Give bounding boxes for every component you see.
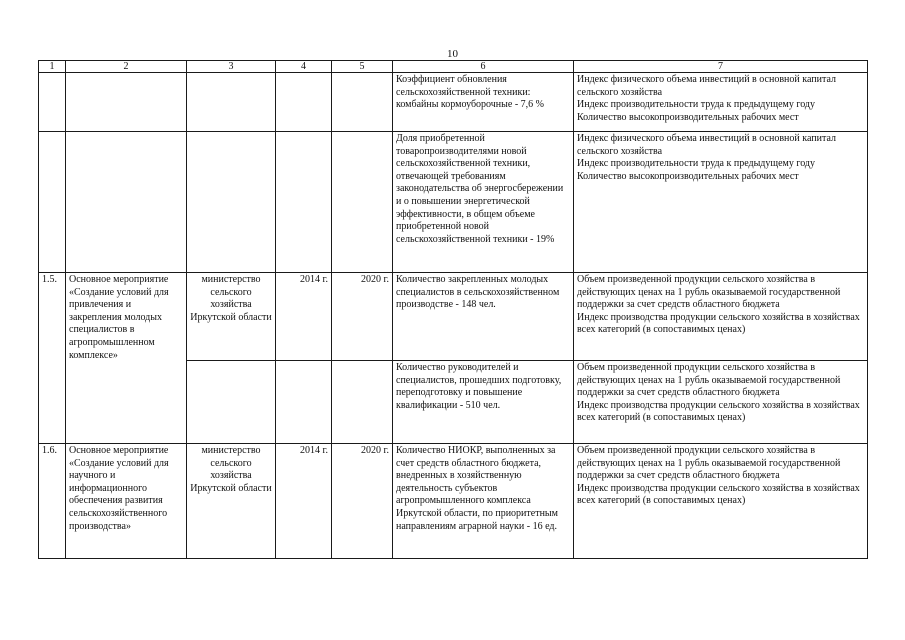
header-cell: 1 — [39, 61, 66, 73]
executor-cell — [187, 73, 276, 132]
indicator-cell: Количество НИОКР, выполненных за счет средств областного бюджета, внедренных в хозяйственную деятельность субъектов агропромышленного комплекса Иркутской области, по приоритетным направлениям аграрной науки - 16 ед. — [393, 444, 574, 559]
measure-name-cell: Основное мероприятие «Создание условий для научного и информационного обеспечения развития сельскохозяйственного производства» — [66, 444, 187, 559]
target-item: Индекс производства продукции сельского хозяйства в хозяйствах всех категорий (в сопоставимых ценах) — [577, 311, 860, 336]
indicator-cell: Доля приобретенной товаропроизводителями новой сельскохозяйственной техники, отвечающей требованиям законодательства об энергосбережении и о повышении энергетической эффективности, в общем объеме приобретенной новой сельскохозяйственной техники - 19% — [393, 132, 574, 273]
target-item: Индекс физического объема инвестиций в основной капитал сельского хозяйства — [577, 74, 836, 98]
row-number-cell — [39, 132, 66, 273]
target-item: Индекс производства продукции сельского хозяйства в хозяйствах всех категорий (в сопоставимых ценах) — [577, 482, 860, 507]
end-date-cell — [332, 73, 393, 132]
row-number-cell: 1.6. — [39, 444, 66, 559]
target-item: Количество высокопроизводительных рабочих мест — [577, 170, 799, 182]
target-item: Индекс производства продукции сельского хозяйства в хозяйствах всех категорий (в сопоставимых ценах) — [577, 399, 860, 424]
indicator-cell: Коэффициент обновления сельскохозяйственной техники: комбайны кормоуборочные - 7,6 % — [393, 73, 574, 132]
header-cell: 3 — [187, 61, 276, 73]
targets-cell — [574, 273, 868, 361]
start-date-cell: 2014 г. — [276, 273, 332, 361]
measure-name-cell — [66, 73, 187, 132]
targets-cell — [574, 73, 868, 132]
measure-name-cell: Основное мероприятие «Создание условий для привлечения и закрепления молодых специалистов в агропромышленном комплексе» — [66, 273, 187, 444]
table-row — [39, 273, 868, 361]
measures-table — [38, 60, 868, 559]
header-cell: 5 — [332, 61, 393, 73]
target-item: Количество высокопроизводительных рабочих мест — [577, 111, 799, 123]
end-date-cell: 2020 г. — [332, 273, 393, 361]
start-date-cell — [276, 132, 332, 273]
header-cell: 4 — [276, 61, 332, 73]
indicator-cell: Количество руководителей и специалистов, прошедших подготовку, переподготовку и повышение квалификации - 510 чел. — [393, 361, 574, 444]
target-item: Индекс производительности труда к предыдущему году — [577, 99, 816, 111]
executor-cell: министерство сельского хозяйства Иркутской области — [187, 444, 276, 559]
targets-cell — [574, 444, 868, 559]
target-item: Индекс производительности труда к предыдущему году — [577, 158, 816, 170]
executor-cell — [187, 132, 276, 273]
target-item: Объем произведенной продукции сельского хозяйства в действующих ценах на 1 рубль оказываемой государственной поддержки за счет средств областного бюджета — [577, 445, 841, 482]
start-date-cell — [276, 361, 332, 444]
executor-cell — [187, 361, 276, 444]
start-date-cell — [276, 73, 332, 132]
start-date-cell: 2014 г. — [276, 444, 332, 559]
table-row — [39, 444, 868, 559]
header-cell: 6 — [393, 61, 574, 73]
header-cell: 2 — [66, 61, 187, 73]
table-row — [39, 132, 868, 273]
end-date-cell — [332, 361, 393, 444]
end-date-cell: 2020 г. — [332, 444, 393, 559]
executor-cell: министерство сельского хозяйства Иркутской области — [187, 273, 276, 361]
end-date-cell — [332, 132, 393, 273]
row-number-cell: 1.5. — [39, 273, 66, 444]
indicator-cell: Количество закрепленных молодых специалистов в сельскохозяйственном производстве - 148 чел. — [393, 273, 574, 361]
table-row — [39, 73, 868, 132]
header-row — [39, 61, 868, 73]
header-cell: 7 — [574, 61, 868, 73]
target-item: Объем произведенной продукции сельского хозяйства в действующих ценах на 1 рубль оказываемой государственной поддержки за счет средств областного бюджета — [577, 362, 841, 399]
targets-cell — [574, 361, 868, 444]
row-number-cell — [39, 73, 66, 132]
targets-cell — [574, 132, 868, 273]
target-item: Объем произведенной продукции сельского хозяйства в действующих ценах на 1 рубль оказываемой государственной поддержки за счет средств областного бюджета — [577, 274, 841, 311]
target-item: Индекс физического объема инвестиций в основной капитал сельского хозяйства — [577, 133, 836, 157]
page-number: 10 — [447, 48, 458, 60]
measure-name-cell — [66, 132, 187, 273]
